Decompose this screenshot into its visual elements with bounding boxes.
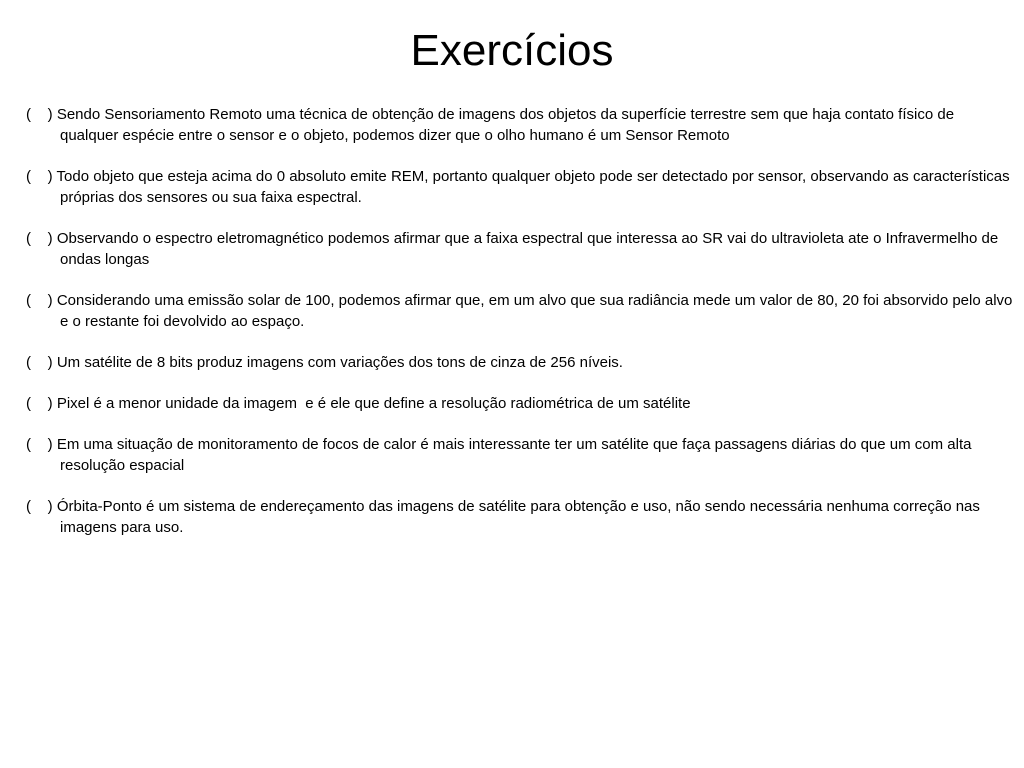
exercise-item-5 xyxy=(26,352,1016,373)
exercise-item-6 xyxy=(26,393,1016,414)
exercise-item-1 xyxy=(26,104,1016,146)
exercise-item-7 xyxy=(26,434,1016,476)
exercise-item-2 xyxy=(26,166,1016,208)
exercise-text: ( ) Sendo Sensoriamento Remoto uma técnica de obtenção de imagens dos objetos da superfície terrestre sem que haja contato físico de qualquer espécie entre o sensor e o objeto, podemos dizer que o olho humano é um Sensor Remoto xyxy=(26,106,959,144)
exercise-item-8 xyxy=(26,496,1016,538)
exercise-text: ( ) Considerando uma emissão solar de 100, podemos afirmar que, em um alvo que sua radiância mede um valor de 80, 20 foi absorvido pelo alvo e o restante foi devolvido ao espaço. xyxy=(26,292,1017,330)
exercise-item-4 xyxy=(26,290,1016,332)
exercise-text: ( ) Pixel é a menor unidade da imagem e é ele que define a resolução radiométrica de um satélite xyxy=(26,395,691,412)
exercise-text: ( ) Um satélite de 8 bits produz imagens com variações dos tons de cinza de 256 níveis. xyxy=(26,354,623,371)
exercise-item-3 xyxy=(26,228,1016,270)
exercise-text: ( ) Órbita-Ponto é um sistema de endereçamento das imagens de satélite para obtenção e uso, não sendo necessária nenhuma correção nas imagens para uso. xyxy=(26,498,985,536)
exercise-text: ( ) Todo objeto que esteja acima do 0 absoluto emite REM, portanto qualquer objeto pode ser detectado por sensor, observando as características próprias dos sensores ou sua faixa espectral. xyxy=(26,168,1014,206)
exercise-text: ( ) Em uma situação de monitoramento de focos de calor é mais interessante ter um satélite que faça passagens diárias do que um com alta resolução espacial xyxy=(26,436,976,474)
exercise-text: ( ) Observando o espectro eletromagnético podemos afirmar que a faixa espectral que interessa ao SR vai do ultravioleta ate o Infravermelho de ondas longas xyxy=(26,230,1003,268)
slide-title: Exercícios xyxy=(410,26,614,75)
exercise-list xyxy=(26,104,1016,558)
